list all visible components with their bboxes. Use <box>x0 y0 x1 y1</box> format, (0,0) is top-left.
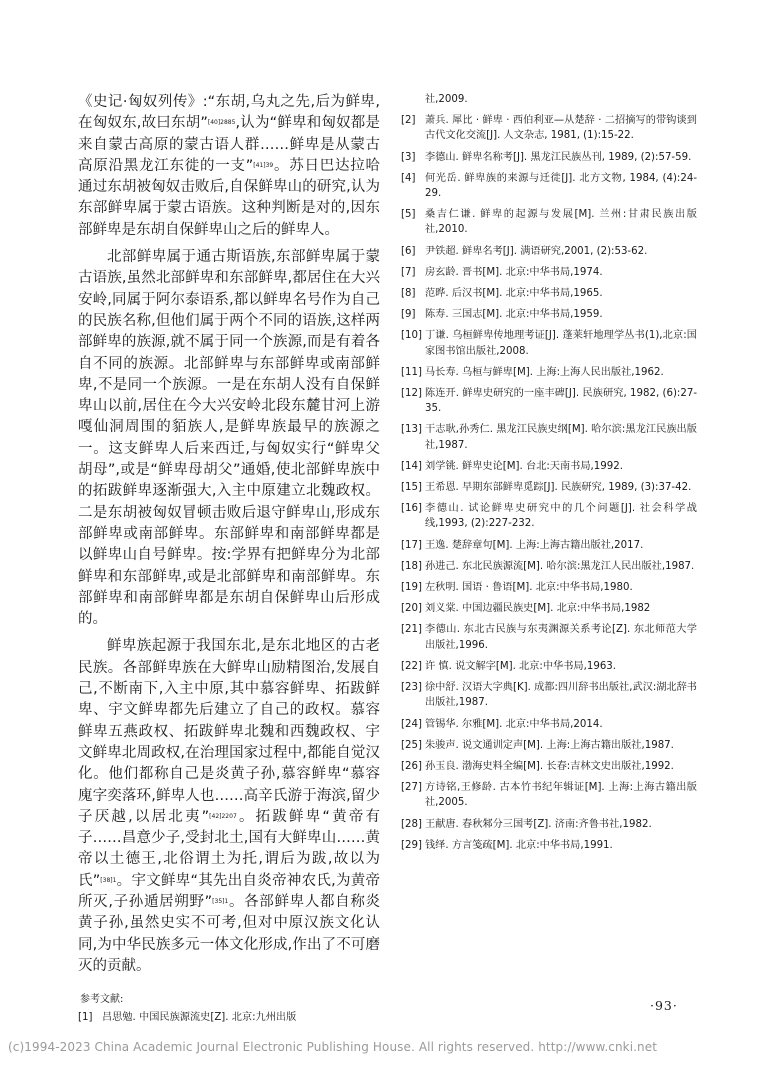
reference-item <box>401 717 697 732</box>
paragraph-text: 鲜卑族起源于我国东北,是东北地区的古老民族。各部鲜卑族在大鲜卑山励精图治,发展自己,不断南下,入主中原,其中慕容鲜卑、拓跋鲜卑、宇文鲜卑都先后建立了自己的政权。慕容鲜卑五燕政权、拓跋鲜卑北魏和西魏政权、宇文鲜卑北周政权,在治理国家过程中,都能自觉汉化。他们都称自己是炎黄子孙,慕容鲜卑“慕容廆字奕落环,鲜卑人也……高辛氏游于海滨,留少子厌越,以居北夷” <box>78 638 380 825</box>
reference-item <box>401 286 697 301</box>
reference-text: 李德山. 试论鲜卑史研究中的几个问题[J]. 社会科学战线,1993, (2):227-232. <box>425 503 697 530</box>
reference-text: 陈连开. 鲜卑史研究的一座丰碑[J]. 民族研究, 1982, (6):27-35. <box>425 388 697 415</box>
reference-number: [9] <box>401 309 416 321</box>
reference-item <box>401 780 697 810</box>
citation-marker: [38]1 <box>100 876 117 884</box>
reference-text: 王逸. 楚辞章句[M]. 上海:上海古籍出版社,2017. <box>425 539 644 551</box>
body-paragraph <box>78 92 380 241</box>
reference-text: 何光岳. 鲜卑族的来源与迁徙[J]. 北方文物, 1984, (4):24-29. <box>425 172 697 200</box>
reference-text: 左秋明. 国语 · 鲁语[M]. 北京:中华书局,1980. <box>425 582 633 594</box>
reference-item <box>401 386 697 416</box>
reference-text: 管锡华. 尔雅[M]. 北京:中华书局,2014. <box>425 718 603 730</box>
copyright-footer: (c)1994-2023 China Academic Journal Electronic Publishing House. All rights reserved. http://www.cnki.net <box>8 1040 658 1054</box>
reference-number: [5] <box>401 209 416 221</box>
reference-text: 李德山. 东北古民族与东夷渊源关系考论[Z]. 东北师范大学出版社,1996. <box>425 624 697 651</box>
reference-item <box>401 171 697 201</box>
reference-number: [6] <box>401 245 416 257</box>
reference-item <box>401 265 697 280</box>
body-paragraphs <box>78 92 380 977</box>
reference-text: 许 慎. 说文解字[M]. 北京:中华书局,1963. <box>425 660 617 672</box>
paragraph-text: ,认为“鲜卑和匈奴都是来自蒙古高原的蒙古语人群……鲜卑是从蒙古高原沿黑龙江东徙的一支” <box>78 115 380 174</box>
reference-text: 范晔. 后汉书[M]. 北京:中华书局,1965. <box>425 288 603 300</box>
paragraph-text: 《史记·匈奴列传》:“东胡,乌丸之先,后为鲜卑,在匈奴东,故曰东胡” <box>78 94 380 132</box>
page-number: ·93· <box>650 998 678 1013</box>
reference-text: 钱绎. 方言笺疏[M]. 北京:中华书局,1991. <box>425 839 613 851</box>
reference-number: [18] <box>401 560 422 572</box>
reference-item <box>401 538 697 553</box>
paragraph-text: 北部鲜卑属于通古斯语族,东部鲜卑属于蒙古语族,虽然北部鲜卑和东部鲜卑,都居住在大兴安岭,同属于阿尔泰语系,都以鲜卑名号作为自己的民族名称,但他们属于两个不同的语族,这样两部鲜卑的族源,就不属于同一个族源,而是有着各自不同的族源。北部鲜卑与东部鲜卑或南部鲜卑,不是同一个族源。一是在东胡人没有自保鲜卑山以前,居住在今大兴安岭北段东麓甘河上游嘎仙洞周围的貊族人,是鲜卑族最早的族源之一。这支鲜卑人后来西迁,与匈奴实行“鲜卑父胡母”,或是“鲜卑母胡父”通婚,使北部鲜卑族中的拓跋鲜卑逐渐强大,入主中原建立北魏政权。二是东胡被匈奴冒顿击败后退守鲜卑山,形成东部鲜卑或南部鲜卑。东部鲜卑和南部鲜卑都是以鲜卑山自号鲜卑。按:学界有把鲜卑分为北部鲜卑和东部鲜卑,或是北部鲜卑和南部鲜卑。东部鲜卑和南部鲜卑都是东胡自保鲜卑山后形成的。 <box>78 249 380 628</box>
reference-item <box>401 659 697 674</box>
reference-item <box>401 680 697 710</box>
reference-number: [10] <box>401 330 422 342</box>
reference-number: [11] <box>401 366 422 378</box>
reference-item <box>401 307 697 322</box>
paragraph-text: 。拓跋鲜卑“黄帝有子……昌意少子,受封北土,国有大鲜卑山……黄帝以土德王,北俗谓土为托,谓后为跋,故以为氏” <box>78 808 381 889</box>
reference-number: [27] <box>401 782 422 794</box>
reference-text: 刘义棠. 中国边疆民族史[M]. 北京:中华书局,1982 <box>425 603 651 615</box>
reference-item <box>401 838 697 853</box>
reference-text: 尹铁超. 鲜卑名考[J]. 满语研究,2001, (2):53-62. <box>425 245 648 257</box>
reference-text: 干志耿,孙秀仁. 黑龙江民族史纲[M]. 哈尔滨:黑龙江民族出版社,1987. <box>425 424 697 451</box>
reference-item <box>401 738 697 753</box>
reference-text: 房玄龄. 晋书[M]. 北京:中华书局,1974. <box>425 266 603 278</box>
reference-item <box>401 365 697 380</box>
reference-item <box>401 759 697 774</box>
reference-number: [28] <box>401 818 422 830</box>
reference-number: [2] <box>401 115 416 127</box>
reference-item <box>78 1010 380 1025</box>
reference-number: [13] <box>401 424 422 436</box>
body-column-left <box>78 92 380 1031</box>
reference-number: [26] <box>401 760 422 772</box>
reference-number: [22] <box>401 660 422 672</box>
citation-marker: [42]2207 <box>209 812 237 820</box>
reference-item <box>401 113 697 143</box>
reference-item <box>401 459 697 474</box>
reference-number: [24] <box>401 718 422 730</box>
paragraph-text: 。苏日巴达拉哈通过东胡被匈奴击败后,自保鲜卑山的研究,认为东部鲜卑属于蒙古语族。这种判断是对的,因东部鲜卑是东胡自保鲜卑山之后的鲜卑人。 <box>78 157 380 238</box>
reference-number: [12] <box>401 388 422 400</box>
reference-list-left <box>78 1010 380 1025</box>
citation-marker: [41]39 <box>253 161 274 169</box>
reference-item <box>401 328 697 358</box>
citation-marker: [35]1 <box>212 897 229 905</box>
reference-text: 徐中舒. 汉语大字典[K]. 成都:四川辞书出版社,武汉:湖北辞书出版社,1987. <box>425 682 697 709</box>
citation-marker: [40]2885 <box>207 119 236 127</box>
reference-text: 孙进己. 东北民族源流[M]. 哈尔滨:黑龙江人民出版社,1987. <box>425 560 695 572</box>
reference-number: [23] <box>401 682 422 694</box>
reference-text: 王献唐. 春秋邾分三国考[Z]. 济南:齐鲁书社,1982. <box>425 818 652 830</box>
reference-text: 马长寿. 乌桓与鲜卑[M]. 上海:上海人民出版社,1962. <box>425 366 664 378</box>
reference-number: [7] <box>401 266 416 278</box>
reference-item <box>401 559 697 574</box>
reference-item <box>401 622 697 652</box>
reference-number: [3] <box>401 151 416 163</box>
reference-text: 桑吉仁谦. 鲜卑的起源与发展[M]. 兰州:甘肃民族出版社,2010. <box>425 209 697 236</box>
reference-item <box>401 480 697 495</box>
reference-item <box>401 422 697 452</box>
reference-text: 刘学铫. 鲜卑史论[M]. 台北:天南书局,1992. <box>425 460 623 472</box>
reference-text: 孙玉良. 渤海史料全编[M]. 长春:吉林文史出版社,1992. <box>425 760 674 772</box>
reference-text: 吕思勉. 中国民族源流史[Z]. 北京:九州出版 <box>102 1012 297 1024</box>
reference-number: [17] <box>401 539 422 551</box>
reference-continuation: 社,2009. <box>425 94 468 105</box>
reference-number: [14] <box>401 460 422 472</box>
reference-list-right <box>401 113 697 853</box>
paragraph-text: 。各部鲜卑人都自称炎黄子孙,虽然史实不可考,但对中原汉族文化认同,为中华民族多元一体文化形成,作出了不可磨灭的贡献。 <box>78 893 380 974</box>
reference-number: [15] <box>401 482 422 494</box>
reference-item <box>401 580 697 595</box>
reference-item <box>401 150 697 165</box>
body-paragraph <box>78 247 380 630</box>
reference-item <box>401 244 697 259</box>
reference-number: [19] <box>401 582 422 594</box>
paragraph-text: 。宇文鲜卑“其先出自炎帝神农氏,为黄帝所灭,子孙遁居朔野” <box>78 872 380 910</box>
reference-number: [20] <box>401 603 422 615</box>
reference-text: 朱骏声. 说文通训定声[M]. 上海:上海古籍出版社,1987. <box>425 739 674 751</box>
reference-item <box>401 207 697 237</box>
references-heading: 参考文献: <box>80 994 124 1006</box>
reference-text: 李德山. 鲜卑名称考[J]. 黑龙江民族丛刊, 1989, (2):57-59. <box>425 151 692 163</box>
body-column-right <box>401 92 697 859</box>
reference-number: [4] <box>401 172 416 184</box>
reference-text: 丁谦. 乌桓鲜卑传地理考证[J]. 蓬莱轩地理学丛书(1),北京:国家图书馆出版社,2008. <box>425 330 697 357</box>
reference-number: [16] <box>401 503 422 515</box>
body-paragraph <box>78 636 380 977</box>
reference-number: [29] <box>401 839 422 851</box>
reference-item <box>401 501 697 531</box>
reference-number: [25] <box>401 739 422 751</box>
reference-number: [8] <box>401 288 416 300</box>
reference-text: 陈寿. 三国志[M]. 北京:中华书局,1959. <box>425 309 603 321</box>
reference-number: [1] <box>78 1012 93 1024</box>
reference-text: 王希恩. 早期东部鲜卑觅踪[J]. 民族研究, 1989, (3):37-42. <box>425 482 692 494</box>
reference-item <box>401 601 697 616</box>
reference-text: 方诗铭,王修龄. 古本竹书纪年辑证[M]. 上海:上海古籍出版社,2005. <box>425 782 697 809</box>
reference-item <box>401 817 697 832</box>
reference-text: 萧兵. 犀比 · 鲜卑 · 西伯利亚—从楚辞 · 二招摘写的带钩谈到古代文化交流[J]. 人文杂志, 1981, (1):15-22. <box>425 115 697 142</box>
reference-number: [21] <box>401 624 422 636</box>
